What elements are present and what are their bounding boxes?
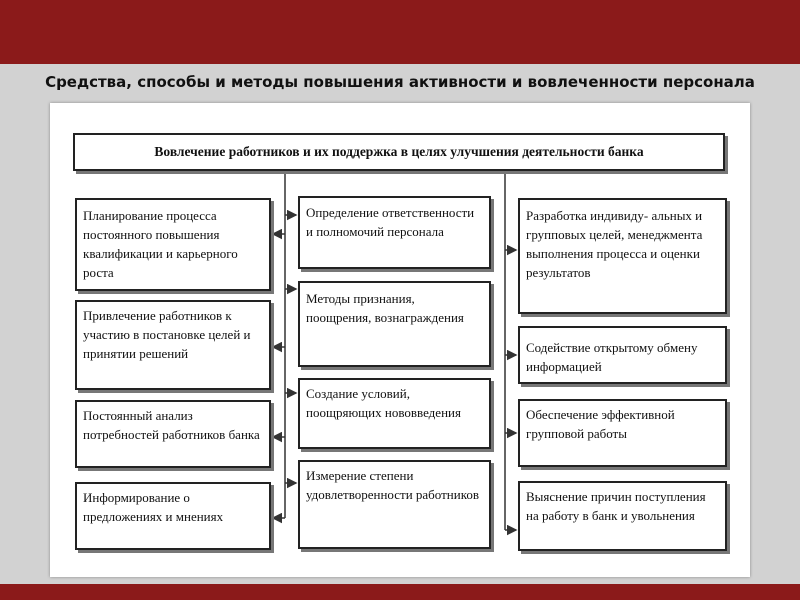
right-box-1 bbox=[518, 198, 727, 314]
bottom-banner bbox=[0, 584, 800, 600]
left-box-2-text: Привлечение работников к участию в постановке целей и принятии решений bbox=[83, 308, 251, 361]
middle-box-1 bbox=[298, 196, 491, 269]
middle-box-1-text: Определение ответственности и полномочий персонала bbox=[306, 205, 475, 239]
diagram-header-text: Вовлечение работников и их поддержка в целях улучшения деятельности банка bbox=[154, 144, 644, 159]
middle-box-2-text: Методы признания, поощрения, вознаграждения bbox=[306, 291, 464, 325]
left-box-2 bbox=[75, 300, 271, 390]
middle-box-3 bbox=[298, 378, 491, 449]
content-area bbox=[0, 100, 800, 584]
right-box-3 bbox=[518, 399, 727, 467]
diagram-sheet bbox=[50, 103, 750, 577]
left-box-3-text: Постоянный анализ потребностей работников банка bbox=[83, 408, 260, 442]
right-box-4-text: Выяснение причин поступления на работу в банк и увольнения bbox=[526, 489, 706, 523]
diagram-header-box bbox=[73, 133, 725, 171]
middle-box-4 bbox=[298, 460, 491, 549]
slide-title: Средства, способы и методы повышения активности и вовлеченности персонала bbox=[45, 73, 755, 91]
right-box-3-text: Обеспечение эффективной групповой работы bbox=[526, 407, 675, 441]
left-box-1-text: Планирование процесса постоянного повышения квалификации и карьерного роста bbox=[83, 208, 238, 280]
right-box-1-text: Разработка индивиду- альных и групповых целей, менеджмента выполнения процесса и оценки результатов bbox=[526, 208, 703, 280]
middle-box-3-text: Создание условий, поощряющих нововведения bbox=[306, 386, 461, 420]
title-bar bbox=[0, 64, 800, 100]
left-box-4 bbox=[75, 482, 271, 550]
middle-box-4-text: Измерение степени удовлетворенности работников bbox=[306, 468, 480, 502]
left-box-3 bbox=[75, 400, 271, 468]
middle-box-2 bbox=[298, 281, 491, 367]
right-box-4 bbox=[518, 481, 727, 551]
top-banner bbox=[0, 0, 800, 64]
right-box-2 bbox=[518, 326, 727, 384]
left-box-1 bbox=[75, 198, 271, 291]
left-box-4-text: Информирование о предложениях и мнениях bbox=[83, 490, 224, 524]
right-box-2-text: Содействие открытому обмену информацией bbox=[526, 340, 698, 374]
